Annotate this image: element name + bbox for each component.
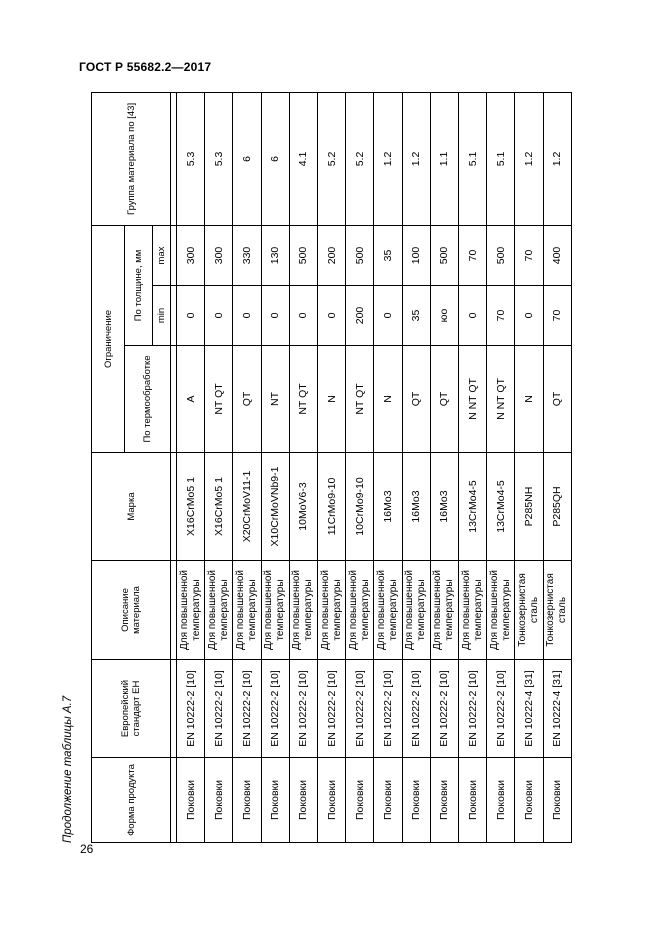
header-min: min [153, 286, 171, 346]
header-material-group: Группа материала по [43] [92, 92, 171, 225]
cell-product-form: Поковки [459, 758, 487, 843]
cell-european-standard: EN 10222-2 [10] [289, 660, 317, 758]
cell-material-description: Тонкозернистая сталь [543, 561, 571, 660]
cell-thickness-max: 70 [515, 225, 543, 285]
cell-heat-treatment: NT [261, 346, 289, 453]
cell-thickness-max: 200 [318, 225, 346, 285]
cell-material-description: Для повышенной температуры [289, 561, 317, 660]
cell-material-description: Для повышенной температуры [374, 561, 402, 660]
cell-thickness-min: 0 [261, 286, 289, 346]
cell-product-form: Поковки [346, 758, 374, 843]
cell-product-form: Поковки [374, 758, 402, 843]
cell-heat-treatment: NT QT [205, 346, 233, 453]
cell-material-description: Для повышенной температуры [233, 561, 261, 660]
header-max: max [153, 225, 171, 285]
cell-thickness-min: 70 [487, 286, 515, 346]
cell-material-group: 1.2 [374, 92, 402, 225]
cell-grade: 13CrMo4-5 [487, 453, 515, 561]
cell-grade: X10CrMoVNb9-1 [261, 453, 289, 561]
cell-product-form: Поковки [205, 758, 233, 843]
cell-thickness-max: 100 [402, 225, 430, 285]
cell-thickness-min: 0 [177, 286, 205, 346]
cell-thickness-max: 500 [289, 225, 317, 285]
cell-heat-treatment: NT QT [346, 346, 374, 453]
table-body [171, 92, 572, 842]
cell-material-description: Для повышенной температуры [177, 561, 205, 660]
cell-grade: X16CrMo5 1 [205, 453, 233, 561]
cell-heat-treatment: N [515, 346, 543, 453]
cell-material-group: 5.3 [177, 92, 205, 225]
cell-material-description: Для повышенной температуры [487, 561, 515, 660]
cell-material-group: 1.2 [515, 92, 543, 225]
cell-grade: P285NH [515, 453, 543, 561]
cell-grade: 16Mo3 [374, 453, 402, 561]
cell-thickness-min: 0 [459, 286, 487, 346]
header-material-description: Описание материала [92, 561, 171, 660]
table-row [459, 92, 487, 842]
cell-grade: P285QH [543, 453, 571, 561]
header-product-form: Форма продукта [92, 758, 171, 843]
cell-product-form: Поковки [289, 758, 317, 843]
cell-thickness-min: юо [430, 286, 458, 346]
cell-thickness-max: 500 [430, 225, 458, 285]
cell-european-standard: EN 10222-2 [10] [318, 660, 346, 758]
cell-material-group: 6 [261, 92, 289, 225]
cell-thickness-max: 70 [459, 225, 487, 285]
cell-material-description: Для повышенной температуры [459, 561, 487, 660]
cell-product-form: Поковки [402, 758, 430, 843]
cell-material-description: Тонкозернистая сталь [515, 561, 543, 660]
cell-heat-treatment: N [318, 346, 346, 453]
cell-heat-treatment: N [374, 346, 402, 453]
cell-material-description: Для повышенной температуры [346, 561, 374, 660]
cell-material-group: 5.1 [459, 92, 487, 225]
table-row [177, 92, 205, 842]
table-row [487, 92, 515, 842]
cell-product-form: Поковки [487, 758, 515, 843]
cell-material-description: Для повышенной температуры [205, 561, 233, 660]
cell-european-standard: EN 10222-2 [10] [346, 660, 374, 758]
header-limitation: Ограничение [92, 225, 125, 452]
cell-material-description: Для повышенной температуры [318, 561, 346, 660]
cell-european-standard: EN 10222-2 [10] [261, 660, 289, 758]
cell-thickness-max: 500 [346, 225, 374, 285]
rotated-table-block [57, 93, 572, 843]
header-grade: Марка [92, 453, 171, 561]
table-row [346, 92, 374, 842]
cell-material-group: 5.2 [346, 92, 374, 225]
materials-table [91, 92, 572, 843]
cell-product-form: Поковки [261, 758, 289, 843]
table-caption: Продолжение таблицы А.7 [62, 695, 74, 843]
cell-thickness-min: 0 [515, 286, 543, 346]
table-row [318, 92, 346, 842]
table-row [261, 92, 289, 842]
cell-material-group: 1.2 [543, 92, 571, 225]
cell-european-standard: EN 10222-2 [10] [233, 660, 261, 758]
cell-material-group: 4.1 [289, 92, 317, 225]
cell-product-form: Поковки [543, 758, 571, 843]
cell-material-group: 1.2 [402, 92, 430, 225]
cell-material-description: Для повышенной температуры [430, 561, 458, 660]
cell-material-group: 5.1 [487, 92, 515, 225]
cell-thickness-min: 0 [318, 286, 346, 346]
table-row [402, 92, 430, 842]
cell-thickness-max: 330 [233, 225, 261, 285]
cell-european-standard: EN 10222-2 [10] [402, 660, 430, 758]
document-code: ГОСТ Р 55682.2—2017 [79, 60, 212, 74]
cell-grade: 10CrMo9-10 [346, 453, 374, 561]
table-row [374, 92, 402, 842]
cell-european-standard: EN 10222-2 [10] [205, 660, 233, 758]
cell-heat-treatment: QT [233, 346, 261, 453]
header-by-heat-treatment: По термообработке [125, 346, 171, 453]
cell-product-form: Поковки [318, 758, 346, 843]
cell-material-group: 5.2 [318, 92, 346, 225]
cell-european-standard: EN 10222-4 [31] [515, 660, 543, 758]
cell-thickness-min: 70 [543, 286, 571, 346]
cell-thickness-min: 35 [402, 286, 430, 346]
cell-grade: 13CrMo4-5 [459, 453, 487, 561]
cell-grade: 10MoV6-3 [289, 453, 317, 561]
cell-european-standard: EN 10222-2 [10] [374, 660, 402, 758]
cell-material-group: 1.1 [430, 92, 458, 225]
cell-european-standard: EN 10222-4 [31] [543, 660, 571, 758]
cell-product-form: Поковки [430, 758, 458, 843]
cell-heat-treatment: N NT QT [459, 346, 487, 453]
table-row [543, 92, 571, 842]
cell-material-group: 5.3 [205, 92, 233, 225]
table-row [233, 92, 261, 842]
cell-thickness-max: 130 [261, 225, 289, 285]
cell-heat-treatment: A [177, 346, 205, 453]
cell-product-form: Поковки [515, 758, 543, 843]
cell-thickness-min: 0 [289, 286, 317, 346]
cell-thickness-min: 0 [205, 286, 233, 346]
cell-heat-treatment: NT QT [289, 346, 317, 453]
cell-thickness-max: 300 [177, 225, 205, 285]
cell-grade: 16Mo3 [402, 453, 430, 561]
cell-material-group: 6 [233, 92, 261, 225]
cell-thickness-min: 0 [233, 286, 261, 346]
table-row [289, 92, 317, 842]
cell-grade: X16CrMo5 1 [177, 453, 205, 561]
table-row [430, 92, 458, 842]
cell-european-standard: EN 10222-2 [10] [487, 660, 515, 758]
cell-product-form: Поковки [233, 758, 261, 843]
cell-european-standard: EN 10222-2 [10] [459, 660, 487, 758]
cell-thickness-min: 0 [374, 286, 402, 346]
cell-thickness-max: 300 [205, 225, 233, 285]
cell-product-form: Поковки [177, 758, 205, 843]
table-row [205, 92, 233, 842]
table-row [515, 92, 543, 842]
cell-heat-treatment: N NT QT [487, 346, 515, 453]
cell-grade: X20CrMoV11-1 [233, 453, 261, 561]
header-by-thickness: По толщине, мм [125, 225, 153, 345]
header-european-standard: Европейский стандарт ЕН [92, 660, 171, 758]
cell-material-description: Для повышенной температуры [402, 561, 430, 660]
page-number: 26 [80, 842, 94, 856]
cell-heat-treatment: QT [402, 346, 430, 453]
cell-thickness-max: 500 [487, 225, 515, 285]
cell-heat-treatment: QT [543, 346, 571, 453]
cell-grade: 11CrMo9-10 [318, 453, 346, 561]
cell-european-standard: EN 10222-2 [10] [177, 660, 205, 758]
cell-european-standard: EN 10222-2 [10] [430, 660, 458, 758]
cell-thickness-min: 200 [346, 286, 374, 346]
cell-material-description: Для повышенной температуры [261, 561, 289, 660]
cell-thickness-max: 35 [374, 225, 402, 285]
cell-grade: 16Mo3 [430, 453, 458, 561]
cell-heat-treatment: QT [430, 346, 458, 453]
cell-thickness-max: 400 [543, 225, 571, 285]
